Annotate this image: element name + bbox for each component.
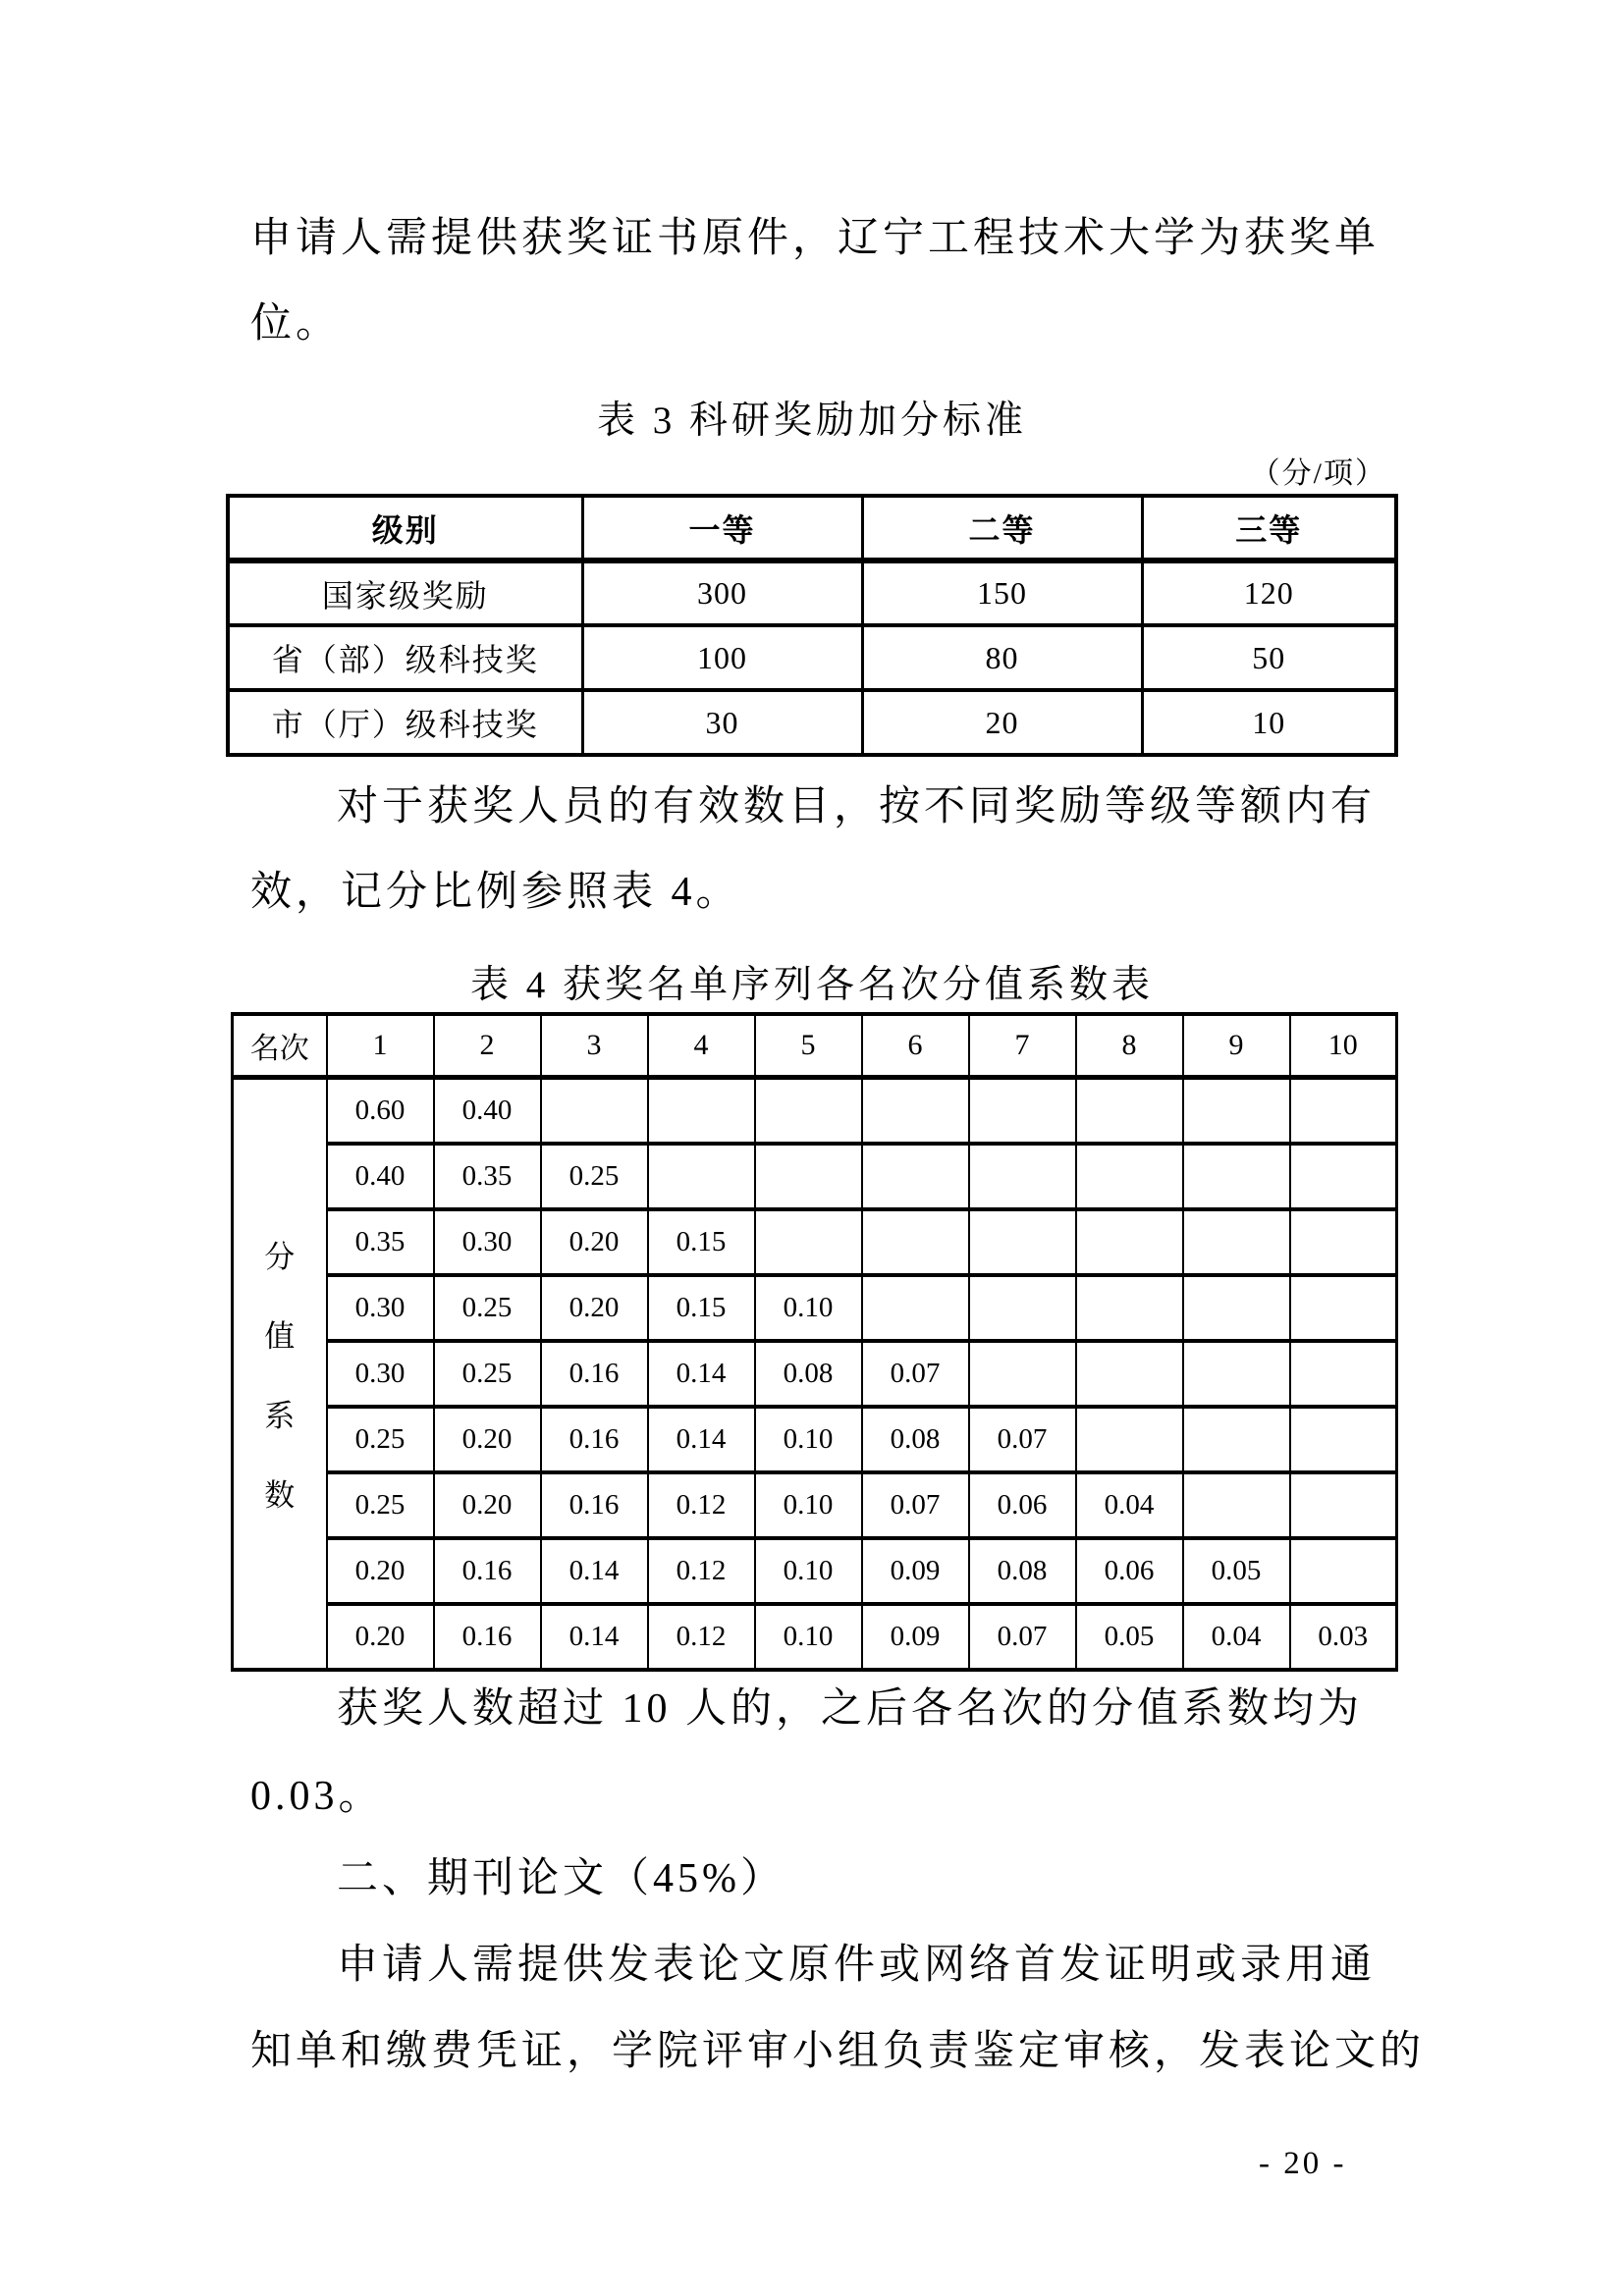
- table3-title: 表 3 科研奖励加分标准: [596, 400, 1027, 442]
- table3-header-cell: 二等: [862, 496, 1142, 561]
- table4-cell: 0.14: [541, 1538, 648, 1604]
- body-line: 0.03。: [250, 1774, 384, 1819]
- table4-cell: 0.20: [327, 1538, 434, 1604]
- table4-cell: 0.08: [862, 1407, 969, 1472]
- body-line: 申请人需提供获奖证书原件，辽宁工程技术大学为获奖单: [250, 216, 1380, 261]
- table4-cell: 0.60: [327, 1078, 434, 1144]
- table4-cell: 0.14: [648, 1341, 755, 1407]
- table3: [226, 494, 1398, 757]
- table4-cell: 0.10: [755, 1472, 862, 1538]
- table3-cell: 10: [1142, 690, 1396, 755]
- vertical-header-char: 分: [264, 1240, 296, 1275]
- table4-cell: 0.04: [1183, 1604, 1290, 1670]
- table4-cell: 0.40: [434, 1078, 541, 1144]
- table4-cell: [755, 1144, 862, 1209]
- table4-cell: [1290, 1144, 1397, 1209]
- table4-cell: [1183, 1144, 1290, 1209]
- table3-header-cell: 三等: [1142, 496, 1396, 561]
- body-line: 对于获奖人员的有效数目，按不同奖励等级等额内有: [337, 784, 1377, 829]
- table4-cell: [862, 1209, 969, 1275]
- table4-cell: 0.09: [862, 1538, 969, 1604]
- table4-cell: 0.10: [755, 1275, 862, 1341]
- table4-rank-header: 8: [1076, 1014, 1183, 1078]
- table4-cell: [862, 1144, 969, 1209]
- table4-row: [233, 1209, 1397, 1275]
- table4-cell: [1290, 1078, 1397, 1144]
- table3-header-row: [228, 496, 1396, 561]
- vertical-header-char: 值: [264, 1319, 296, 1355]
- table4-cell: [1290, 1209, 1397, 1275]
- table4-cell: 0.14: [541, 1604, 648, 1670]
- table4-cell: [755, 1078, 862, 1144]
- table4-cell: [648, 1078, 755, 1144]
- table4-cell: [1290, 1275, 1397, 1341]
- table4-rank-header: 4: [648, 1014, 755, 1078]
- table4-cell: 0.25: [541, 1144, 648, 1209]
- table4-cell: 0.16: [541, 1341, 648, 1407]
- table4-cell: [969, 1209, 1076, 1275]
- table4-title: 表 4 获奖名单序列各名次分值系数表: [469, 964, 1154, 1006]
- table4: [231, 1012, 1398, 1672]
- table4-row: [233, 1078, 1397, 1144]
- table4-cell: [1076, 1078, 1183, 1144]
- table4-row: [233, 1341, 1397, 1407]
- table4-cell: 0.20: [541, 1275, 648, 1341]
- body-line: 位。: [250, 301, 342, 347]
- table4-cell: 0.20: [434, 1472, 541, 1538]
- table4-cell: 0.07: [969, 1407, 1076, 1472]
- body-line: 获奖人数超过 10 人的，之后各名次的分值系数均为: [337, 1686, 1364, 1732]
- table4-cell: [969, 1341, 1076, 1407]
- table3-cell: 120: [1142, 561, 1396, 625]
- table4-row: [233, 1144, 1397, 1209]
- body-line: 知单和缴费凭证，学院评审小组负责鉴定审核，发表论文的: [250, 2029, 1426, 2074]
- table4-cell: 0.14: [648, 1407, 755, 1472]
- table3-cell: 30: [582, 690, 862, 755]
- table3-cell: 300: [582, 561, 862, 625]
- table4-cell: 0.06: [1076, 1538, 1183, 1604]
- table4-cell: 0.10: [755, 1604, 862, 1670]
- table4-row: [233, 1538, 1397, 1604]
- table4-cell: 0.30: [327, 1341, 434, 1407]
- table4-rank-header: 6: [862, 1014, 969, 1078]
- table4-cell: [1076, 1275, 1183, 1341]
- table4-cell: [1183, 1078, 1290, 1144]
- table4-cell: 0.40: [327, 1144, 434, 1209]
- table4-cell: [1183, 1275, 1290, 1341]
- table4-cell: 0.07: [862, 1341, 969, 1407]
- table4-cell: [1290, 1472, 1397, 1538]
- table4-corner-header: 名次: [233, 1014, 327, 1078]
- table4-cell: 0.15: [648, 1275, 755, 1341]
- table4-rank-header: 3: [541, 1014, 648, 1078]
- vertical-header-char: 数: [264, 1478, 296, 1514]
- table4-cell: 0.07: [862, 1472, 969, 1538]
- table4-cell: [1183, 1407, 1290, 1472]
- table3-row: [228, 625, 1396, 690]
- table4-cell: [1076, 1341, 1183, 1407]
- table3-unit-note: （分/项）: [1250, 457, 1386, 490]
- table4-cell: 0.04: [1076, 1472, 1183, 1538]
- table4-cell: [1290, 1407, 1397, 1472]
- table4-cell: 0.25: [327, 1472, 434, 1538]
- table4-cell: [969, 1078, 1076, 1144]
- table3-cell: 50: [1142, 625, 1396, 690]
- table4-rank-header: 7: [969, 1014, 1076, 1078]
- table4-cell: 0.12: [648, 1538, 755, 1604]
- table4-row: [233, 1275, 1397, 1341]
- table4-cell: 0.25: [434, 1341, 541, 1407]
- table4-cell: [541, 1078, 648, 1144]
- table4-cell: 0.06: [969, 1472, 1076, 1538]
- body-line: 申请人需提供发表论文原件或网络首发证明或录用通: [337, 1943, 1377, 1988]
- table4-rank-header: 5: [755, 1014, 862, 1078]
- table4-rank-header: 9: [1183, 1014, 1290, 1078]
- table3-cell: 20: [862, 690, 1142, 755]
- vertical-header-stack: [234, 1232, 326, 1515]
- table4-cell: 0.12: [648, 1472, 755, 1538]
- table4-cell: [969, 1275, 1076, 1341]
- table4-cell: 0.16: [434, 1538, 541, 1604]
- table4-cell: 0.35: [327, 1209, 434, 1275]
- table4-cell: 0.09: [862, 1604, 969, 1670]
- table4-header-row: [233, 1014, 1397, 1078]
- vertical-header-char: 系: [264, 1399, 296, 1434]
- table3-row-label: 市（厅）级科技奖: [228, 690, 582, 755]
- table4-vertical-header: [233, 1078, 327, 1670]
- table3-row: [228, 561, 1396, 625]
- table4-row: [233, 1472, 1397, 1538]
- table4-cell: 0.10: [755, 1538, 862, 1604]
- table4-cell: [1076, 1209, 1183, 1275]
- table3-cell: 150: [862, 561, 1142, 625]
- table4-cell: 0.20: [434, 1407, 541, 1472]
- table4-cell: [648, 1144, 755, 1209]
- table4-rank-header: 1: [327, 1014, 434, 1078]
- table4-row: [233, 1407, 1397, 1472]
- table4-cell: 0.20: [541, 1209, 648, 1275]
- table3-row-label: 省（部）级科技奖: [228, 625, 582, 690]
- table4-cell: [1076, 1144, 1183, 1209]
- table4-cell: [862, 1275, 969, 1341]
- table4-cell: 0.30: [434, 1209, 541, 1275]
- table4-cell: [755, 1209, 862, 1275]
- body-line: 效，记分比例参照表 4。: [250, 870, 741, 915]
- table3-cell: 80: [862, 625, 1142, 690]
- table3-header-cell: 一等: [582, 496, 862, 561]
- table4-cell: [1183, 1341, 1290, 1407]
- page-number: - 20 -: [1259, 2146, 1347, 2181]
- table4-cell: 0.12: [648, 1604, 755, 1670]
- table4-cell: 0.08: [969, 1538, 1076, 1604]
- table4-cell: [1076, 1407, 1183, 1472]
- table4-cell: 0.07: [969, 1604, 1076, 1670]
- table4-cell: [1183, 1209, 1290, 1275]
- table3-cell: 100: [582, 625, 862, 690]
- table4-cell: [1290, 1341, 1397, 1407]
- table4-cell: 0.05: [1076, 1604, 1183, 1670]
- table4-cell: 0.16: [434, 1604, 541, 1670]
- table4-cell: 0.16: [541, 1472, 648, 1538]
- table4-row: [233, 1604, 1397, 1670]
- table4-cell: 0.16: [541, 1407, 648, 1472]
- table4-cell: [1290, 1538, 1397, 1604]
- table4-cell: 0.08: [755, 1341, 862, 1407]
- table4-cell: 0.10: [755, 1407, 862, 1472]
- table4-cell: [862, 1078, 969, 1144]
- table3-row: [228, 690, 1396, 755]
- table4-cell: 0.03: [1290, 1604, 1397, 1670]
- table4-cell: 0.30: [327, 1275, 434, 1341]
- table3-row-label: 国家级奖励: [228, 561, 582, 625]
- table4-cell: 0.15: [648, 1209, 755, 1275]
- table4-cell: 0.20: [327, 1604, 434, 1670]
- table4-rank-header: 10: [1290, 1014, 1397, 1078]
- table4-cell: 0.35: [434, 1144, 541, 1209]
- section-heading: 二、期刊论文（45%）: [337, 1856, 785, 1901]
- table4-cell: 0.05: [1183, 1538, 1290, 1604]
- table3-header-cell: 级别: [228, 496, 582, 561]
- table4-cell: [1183, 1472, 1290, 1538]
- table4-cell: [969, 1144, 1076, 1209]
- table4-rank-header: 2: [434, 1014, 541, 1078]
- table4-cell: 0.25: [327, 1407, 434, 1472]
- table4-cell: 0.25: [434, 1275, 541, 1341]
